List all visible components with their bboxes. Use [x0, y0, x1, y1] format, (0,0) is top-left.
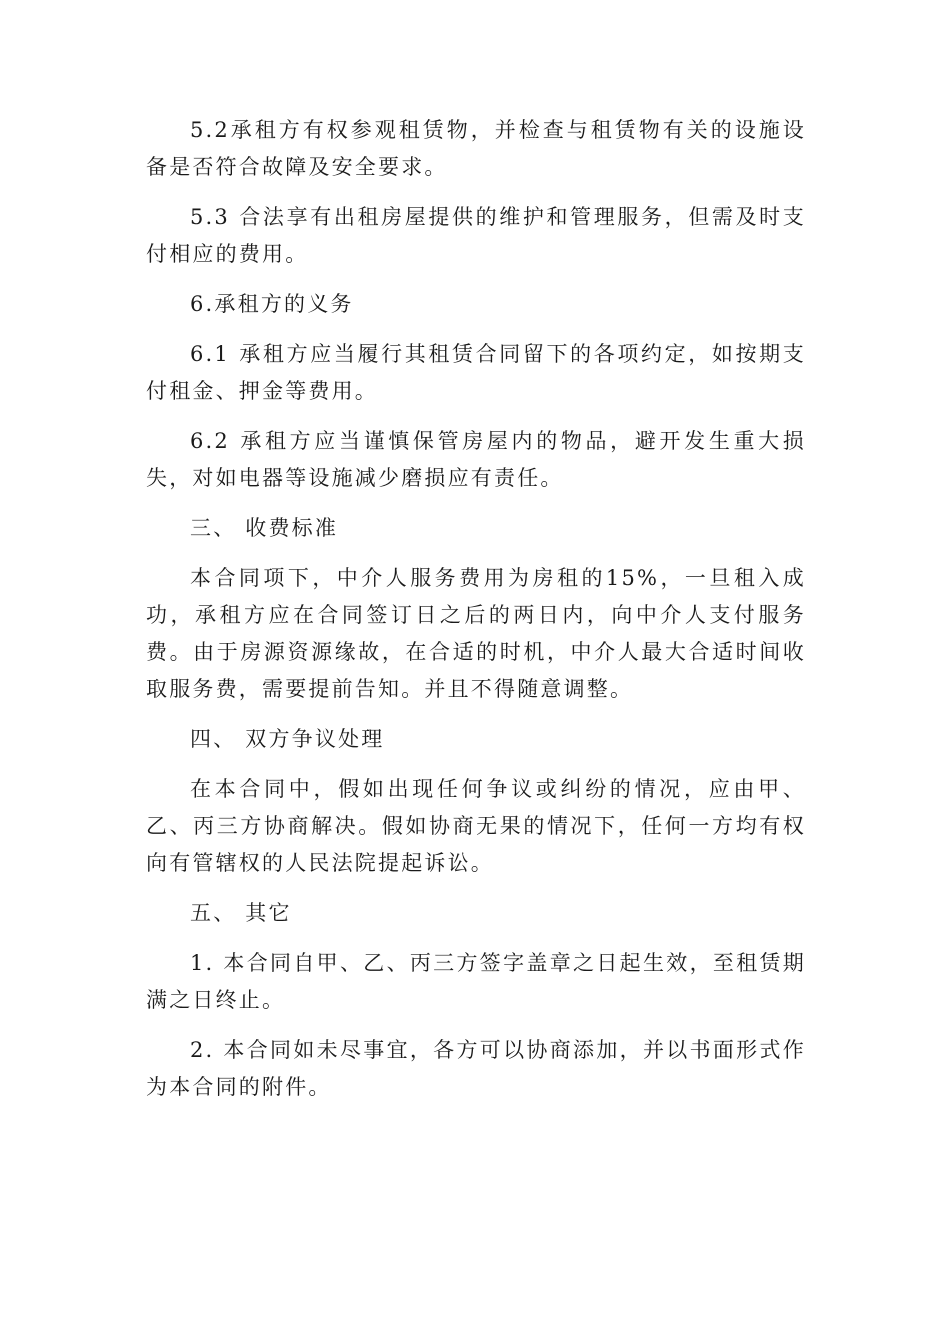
- section-heading-other: 五、 其它: [190, 901, 292, 925]
- section-heading-disputes: 四、 双方争议处理: [190, 727, 385, 751]
- disputes-paragraph: 在本合同中，假如出现任何争议或纠纷的情况，应由甲、乙、丙三方协商解决。假如协商无果的情况下，任何一方均有权向有管辖权的人民法院提起诉讼。: [146, 777, 806, 875]
- other-clause-2: 2. 本合同如未尽事宜，各方可以协商添加，并以书面形式作为本合同的附件。: [146, 1038, 806, 1099]
- other-clause-1: 1. 本合同自甲、乙、丙三方签字盖章之日起生效，至租赁期满之日终止。: [146, 951, 806, 1012]
- fees-paragraph: 本合同项下，中介人服务费用为房租的15%，一旦租入成功，承租方应在合同签订日之后的两日内，向中介人支付服务费。由于房源资源缘故，在合适的时机，中介人最大合适时间收取服务费，需要提前告知。并且不得随意调整。: [146, 566, 806, 701]
- clause-6-1: 6.1 承租方应当履行其租赁合同留下的各项约定，如按期支付租金、押金等费用。: [146, 342, 806, 403]
- document-body: [146, 112, 806, 1119]
- clause-6-2: 6.2 承租方应当谨慎保管房屋内的物品，避开发生重大损失，对如电器等设施减少磨损应有责任。: [146, 429, 806, 490]
- clause-5-3: 5.3 合法享有出租房屋提供的维护和管理服务，但需及时支付相应的费用。: [146, 205, 806, 266]
- section-heading-fees: 三、 收费标准: [190, 516, 339, 540]
- heading-tenant-obligations: 6.承租方的义务: [190, 292, 354, 316]
- clause-5-2: 5.2承租方有权参观租赁物，并检查与租赁物有关的设施设备是否符合故障及安全要求。: [146, 118, 806, 179]
